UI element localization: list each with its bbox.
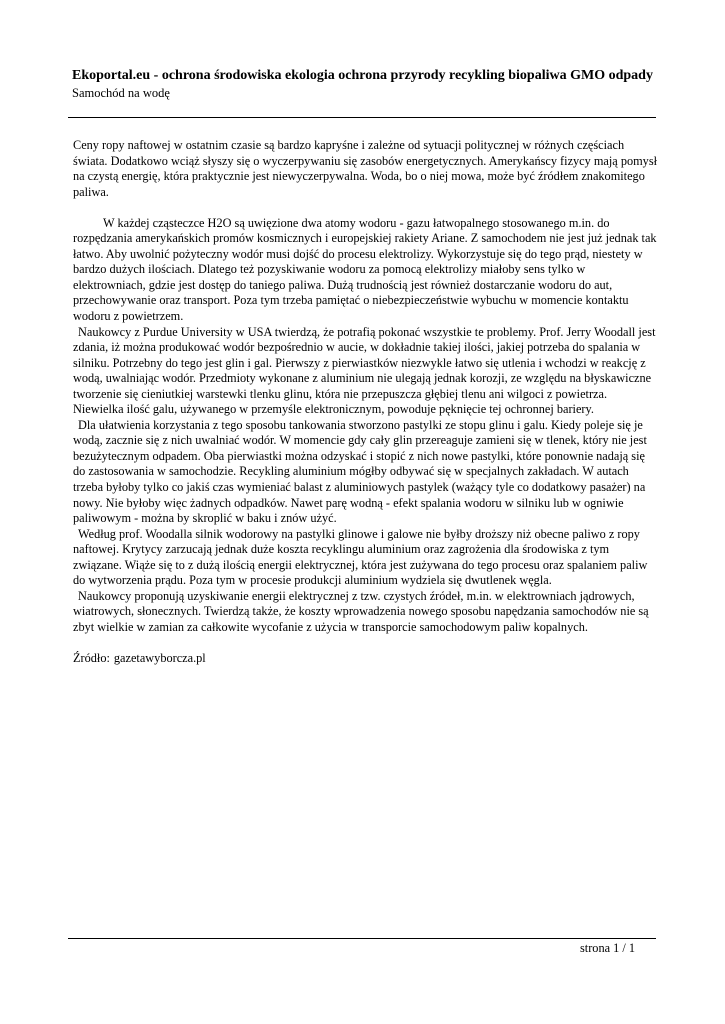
article-paragraph-2: W każdej cząsteczce H2O są uwięzione dwa atomy wodoru - gazu łatwopalnego stosowanego m.in. do rozpędzania amerykańskich promów kosmicznych i europejskiej rakiety Ariane. Z samochodem nie jest już jednak tak łatwo. Aby uwolnić pożyteczny wodór musi dojść do procesu elektrolizy. Wykorzystuje się do tego prąd, niestety w bardzo dużych ilościach. Dlatego też pozyskiwanie wodoru za pomocą elektrolizy miałoby sens tylko w elektrowniach, gdzie jest dostęp do taniego paliwa. Dużą trudnością jest również dostarczanie wodoru do aut, przechowywanie oraz transport. Poza tym trzeba pamiętać o niebezpieczeństwie wybuchu w momencie kontaktu wodoru z powietrzem. (73, 215, 657, 323)
article-paragraph-1: Ceny ropy naftowej w ostatnim czasie są bardzo kapryśne i zależne od sytuacji politycznej w różnych częściach świata. Dodatkowo wciąż słyszy się o wyczerpywaniu się zasobów energetycznych. Amerykańscy fizycy mają pomysł na czystą energię, która praktycznie jest niewyczerpywalna. Woda, bo o niej mowa, może być źródłem znakomitego paliwa. (73, 138, 658, 199)
article-source (73, 651, 659, 667)
site-title: Ekoportal.eu - ochrona środowiska ekologia ochrona przyrody recykling biopaliwa GMO odpady (72, 68, 653, 83)
source-label: Źródło: (73, 650, 110, 665)
article-title: Samochód na wodę (72, 86, 170, 100)
article-paragraph-6: Naukowcy proponują uzyskiwanie energii elektrycznej z tzw. czystych źródeł, m.in. w elektrowniach jądrowych, wiatrowych, słonecznych. Twierdzą także, że koszty wprowadzenia nowego sposobu napędzania samochodów nie są zbyt wielkie w zamian za całkowite wycofanie z użycia w transporcie samochodowym paliw kopalnych. (73, 588, 649, 634)
article-paragraph-3: Naukowcy z Purdue University w USA twierdzą, że potrafią pokonać wszystkie te problemy. Prof. Jerry Woodall jest zdania, iż można produkować wodór bezpośrednio w aucie, w dokładnie takiej ilości, jakiej potrzeba do spalania w silniku. Potrzebny do tego jest glin i gal. Pierwszy z pierwiastków niezwykle łatwo się utlenia i wchodzi w reakcję z wodą, uwalniając wodór. Przedmioty wykonane z aluminium nie ulegają jednak korozji, ze względu na błyskawiczne tworzenie się cieniutkiej warstewki tlenku glinu, która nie przepuszcza głębiej tlenu ani wilgoci z powietrza. Niewielka ilość galu, używanego w przemyśle elektronicznym, powoduje pęknięcie tej ochronnej bariery. (73, 324, 656, 417)
page-number: strona 1 / 1 (580, 941, 635, 955)
article-paragraph-4: Dla ułatwienia korzystania z tego sposobu tankowania stworzono pastylki ze stopu glinu i galu. Kiedy poleje się je wodą, zacznie się z nich uwalniać wodór. W momencie gdy cały glin przereaguje zamieni się w tlenek, który nie jest bezużytecznym odpadem. Oba pierwiastki można odzyskać i stopić z nich nowe pastylki, które ponownie nadają się do zastosowania w samochodzie. Recykling aluminium mógłby odbywać się w specjalnych zakładach. W autach trzeba byłoby tylko co jakiś czas wymieniać balast z aluminiowych pastylek (ważący tyle co dodatkowy pasażer) na nowy. Nie byłoby więc żadnych odpadków. Nawet parę wodną - efekt spalania wodoru w silniku lub w ogniwie paliwowym - można by skroplić w baku i znów użyć. (73, 417, 647, 526)
page-header (72, 67, 662, 101)
source-value: gazetawyborcza.pl (113, 650, 206, 665)
article-paragraph-5: Według prof. Woodalla silnik wodorowy na pastylki glinowe i galowe nie byłby droższy niż obecne paliwo z ropy naftowej. Krytycy zarzucają jednak duże koszta recyklingu aluminium oraz zagrożenia dla środowiska z tym związane. Wiąże się to z dużą ilością energii elektrycznej, która jest zużywana do tego procesu oraz spalaniem paliw do wytworzenia prądu. Poza tym w procesie produkcji aluminium wydziela się dwutlenek węgla. (73, 526, 648, 588)
footer-divider (68, 938, 656, 939)
header-divider (68, 117, 656, 118)
article-body (73, 138, 659, 667)
